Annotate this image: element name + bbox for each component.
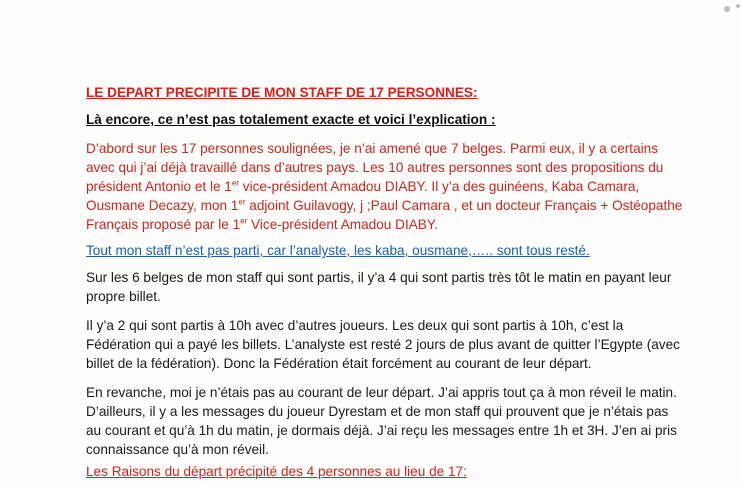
heading-reasons: Les Raisons du départ précipité des 4 personnes au lieu de 17: [86,464,467,479]
scan-speck [724,6,730,12]
heading-departure: LE DEPART PRECIPITE DE MON STAFF DE 17 PERSONNES: [86,85,478,100]
red-paragraph: D’abord sur les 17 personnes soulignées, je n’ai amené que 7 belges. Parmi eux, il y a certains avec qui j’ai déjà travaillé dans d’autres pays. Les 10 autres personnes sont des propositions du président Antonio et le 1er vice-président Amadou DIABY. Il y’a des guinéens, Kaba Camara, Ousmane Decazy, mon 1er adjoint Guilavogy, j ;Paul Camara , et un docteur Français + Ostéopathe Français proposé par le 1er Vice-président Amadou DIABY. [86,141,683,232]
scan-speck [736,4,740,8]
intro-line: Là encore, ce n’est pas totalement exacte et voici l’explication : [86,112,496,127]
paragraph-tickets: Il y’a 2 qui sont partis à 10h avec d’autres joueurs. Les deux qui sont partis à 10h, c’est la Fédération qui a payé les billets. L’analyste est resté 2 jours de plus avant de quitter l’Egypte (avec billet de la fédération). Donc la Fédération était forcément au courant de leur départ. [86,318,680,371]
blue-link-line: Tout mon staff n’est pas parti, car l’analyste, les kaba, ousmane,….. sont tous resté. [86,243,590,258]
paragraph-belges: Sur les 6 belges de mon staff qui sont partis, il y’a 4 qui sont partis très tôt le matin en payant leur propre billet. [86,270,672,304]
paragraph-reveil: En revanche, moi je n’étais pas au courant de leur départ. J’ai appris tout ça à mon réveil le matin. D’ailleurs, il y a les messages du joueur Dyrestam et de mon staff qui prouvent que je n’étais pas au courant et qu’à 1h du matin, je dormais déjà. J’ai reçu les messages entre 1h et 3H. J’en ai pris connaissance qu’à mon réveil. [86,385,677,457]
